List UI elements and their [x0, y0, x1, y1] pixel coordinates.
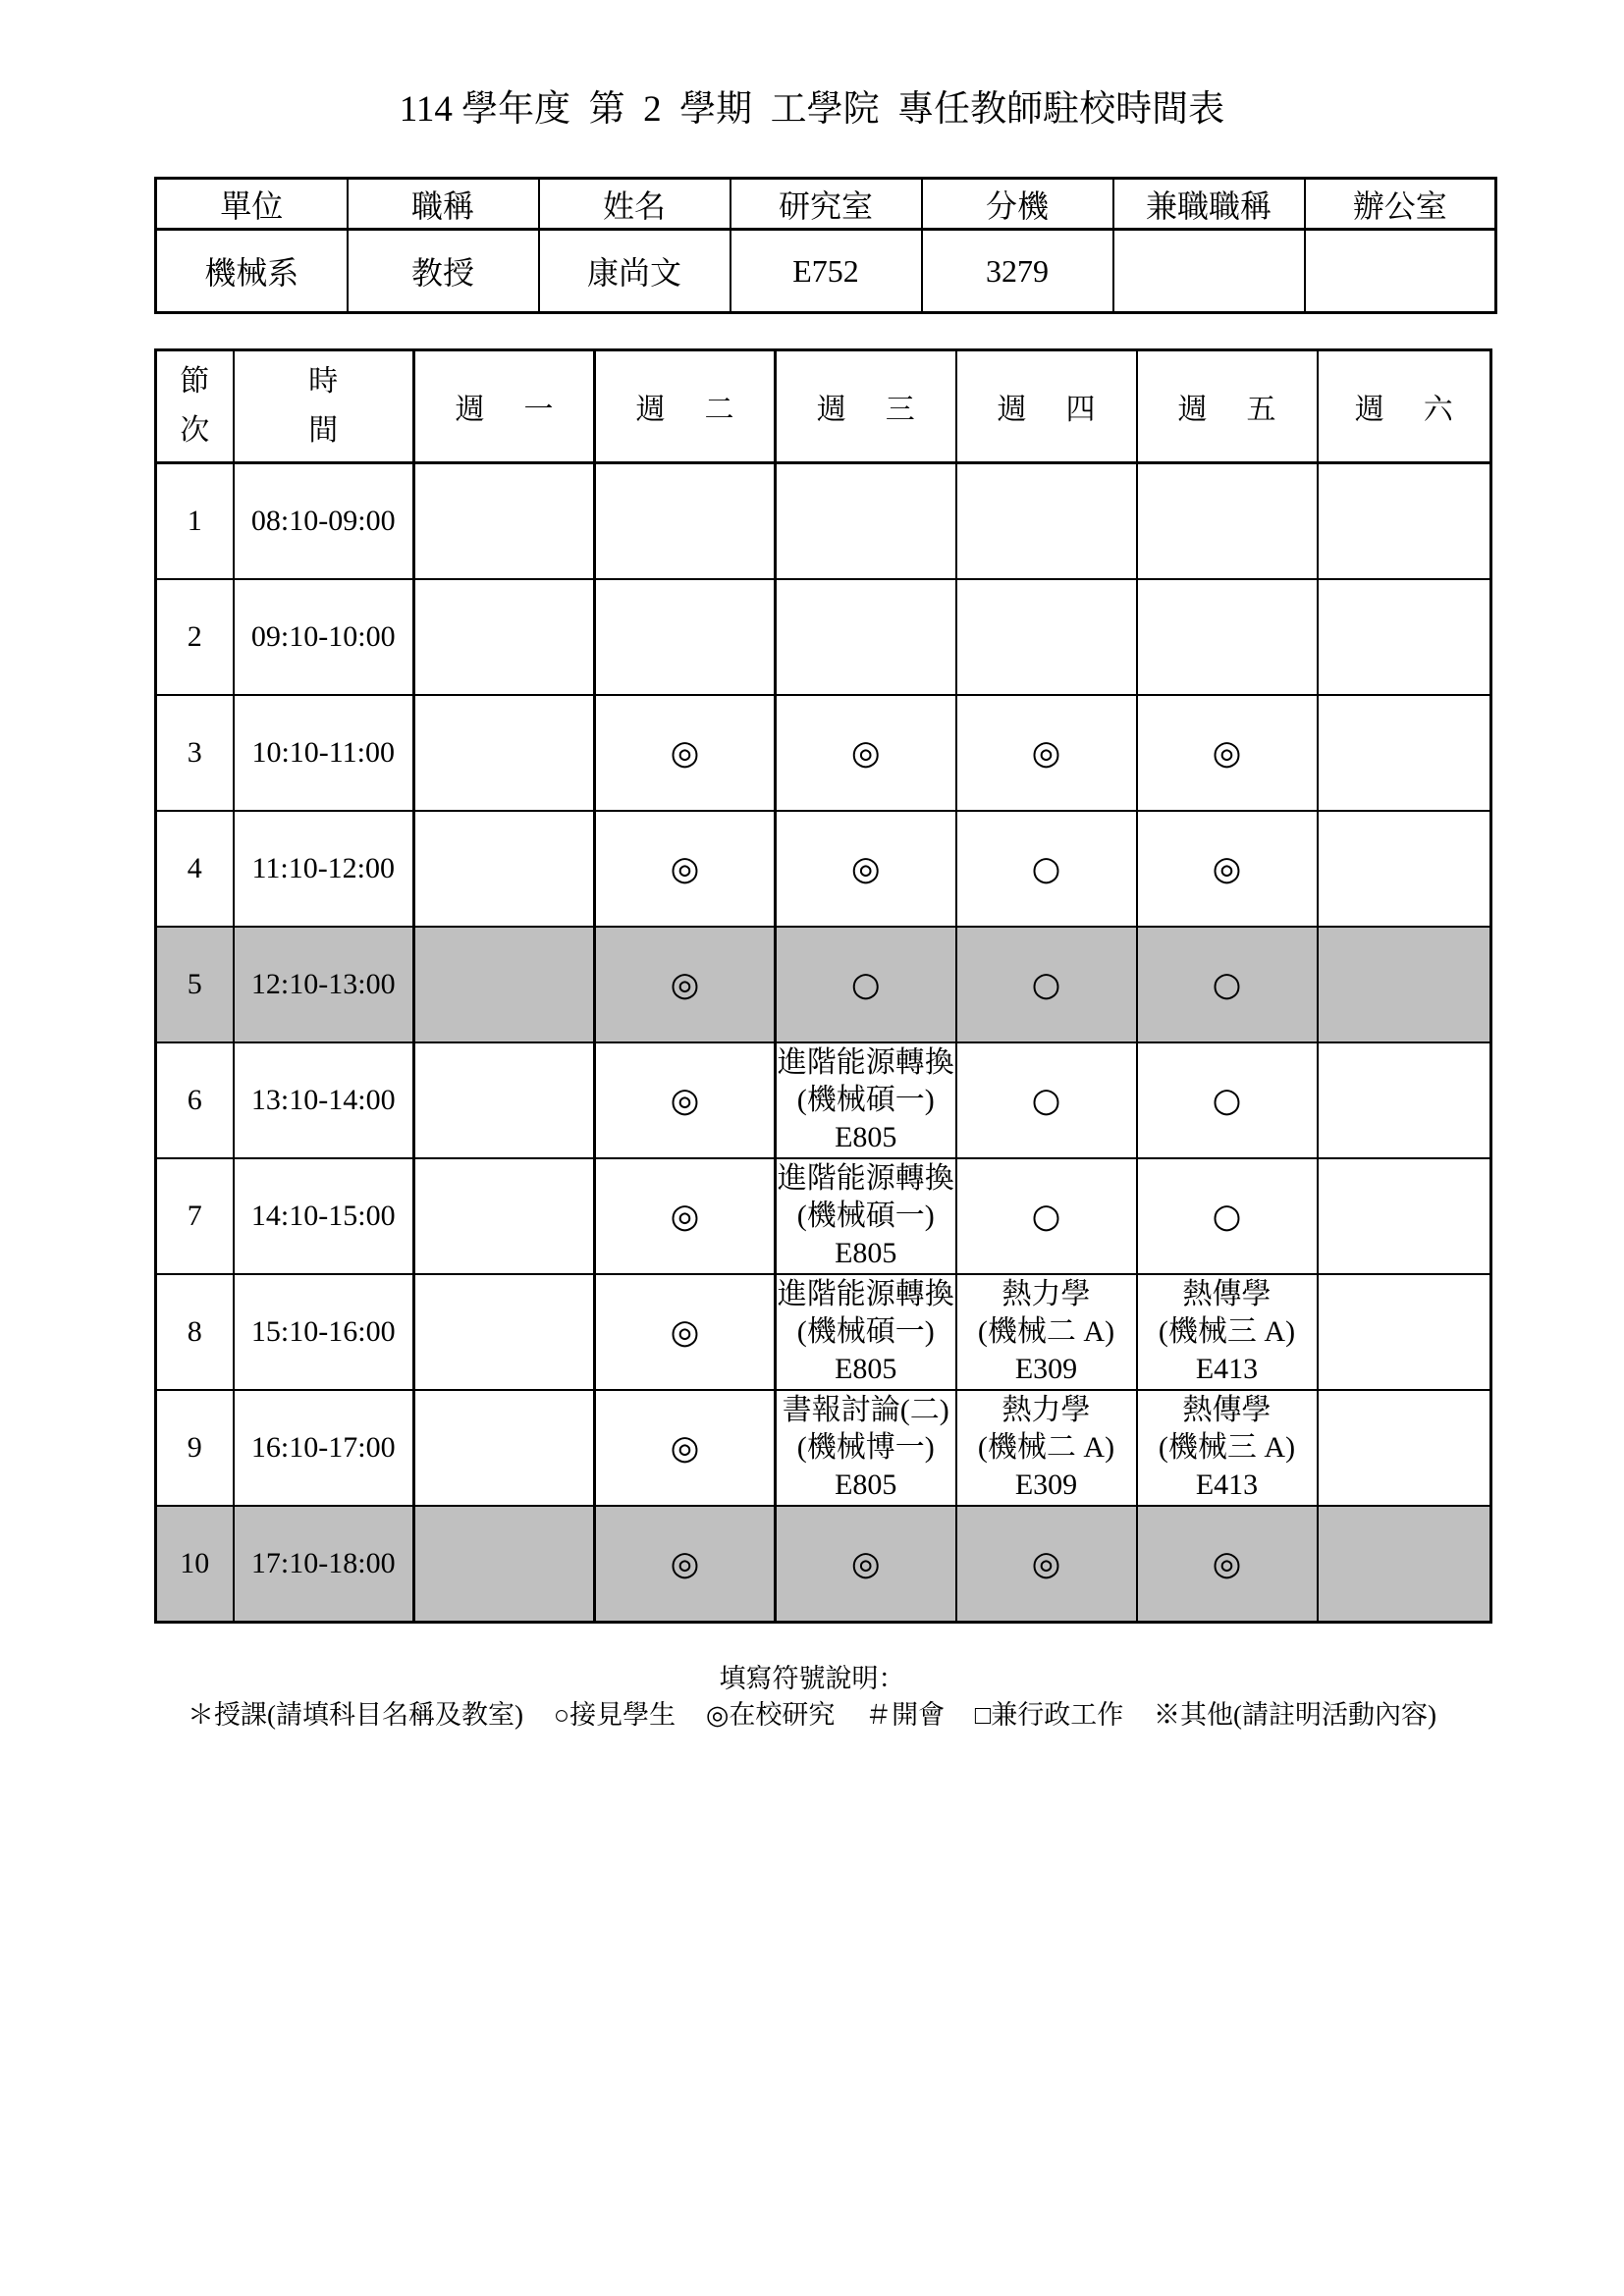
schedule-row — [156, 579, 1491, 695]
period-number: 8 — [156, 1274, 234, 1390]
schedule-cell-wed — [776, 1390, 956, 1506]
schedule-row — [156, 1274, 1491, 1390]
schedule-cell-sat — [1318, 1506, 1491, 1623]
research-symbol-icon: ◎ — [670, 733, 700, 773]
schedule-cell-mon — [414, 1158, 595, 1274]
period-number: 7 — [156, 1158, 234, 1274]
day-prefix: 週 — [1177, 394, 1208, 426]
schedule-cell-tue — [595, 811, 776, 927]
info-header-extension: 分機 — [922, 179, 1113, 230]
schedule-cell-tue — [595, 463, 776, 580]
info-value-rank: 教授 — [348, 230, 539, 313]
schedule-row — [156, 1042, 1491, 1158]
schedule-cell-wed — [776, 579, 956, 695]
header-day-wed — [776, 350, 956, 463]
research-symbol-icon: ◎ — [670, 849, 700, 888]
legend-item-research: ◎在校研究 — [705, 1700, 836, 1730]
schedule-cell-thu — [956, 1390, 1137, 1506]
info-value-extension: 3279 — [922, 230, 1113, 313]
period-time: 11:10-12:00 — [234, 811, 414, 927]
schedule-cell-wed — [776, 1042, 956, 1158]
research-symbol-icon: ◎ — [670, 1081, 700, 1120]
schedule-cell-fri — [1137, 927, 1318, 1042]
course-class: (機械碩一) — [796, 1200, 935, 1232]
period-number: 1 — [156, 463, 234, 580]
header-time-line2: 間 — [308, 414, 339, 447]
course-name: 熱傳學 — [1182, 1278, 1272, 1310]
schedule-cell-sat — [1318, 1158, 1491, 1274]
research-symbol-icon: ◎ — [1031, 733, 1061, 773]
schedule-cell-thu — [956, 1158, 1137, 1274]
schedule-cell-wed — [776, 463, 956, 580]
schedule-cell-sat — [1318, 463, 1491, 580]
schedule-header-row — [156, 350, 1491, 463]
period-number: 9 — [156, 1390, 234, 1506]
schedule-cell-sat — [1318, 1274, 1491, 1390]
schedule-cell-thu — [956, 811, 1137, 927]
schedule-cell-fri — [1137, 1158, 1318, 1274]
period-time: 09:10-10:00 — [234, 579, 414, 695]
schedule-row — [156, 811, 1491, 927]
meet-students-symbol-icon: ○ — [1212, 965, 1242, 1004]
research-symbol-icon: ◎ — [1212, 849, 1242, 888]
legend — [0, 1693, 1624, 1732]
research-symbol-icon: ◎ — [850, 733, 881, 773]
day-label: 三 — [885, 394, 915, 426]
research-symbol-icon: ◎ — [850, 849, 881, 888]
schedule-cell-tue — [595, 1274, 776, 1390]
course-class: (機械博一) — [796, 1431, 935, 1464]
info-value-concurrent-title — [1113, 230, 1305, 313]
legend-item-admin: □兼行政工作 — [974, 1700, 1124, 1730]
schedule-body — [156, 463, 1491, 1623]
period-time: 08:10-09:00 — [234, 463, 414, 580]
period-time: 15:10-16:00 — [234, 1274, 414, 1390]
legend-item-meeting: ＃開會 — [865, 1700, 946, 1730]
research-symbol-icon: ◎ — [1212, 1544, 1242, 1583]
schedule-cell-wed — [776, 1506, 956, 1623]
schedule-cell-fri — [1137, 1390, 1318, 1506]
course-name: 熱傳學 — [1182, 1394, 1272, 1426]
research-symbol-icon: ◎ — [670, 1312, 700, 1352]
schedule-cell-wed — [776, 695, 956, 811]
meet-students-symbol-icon: ○ — [1212, 1081, 1242, 1120]
schedule-cell-mon — [414, 1274, 595, 1390]
course-room: E805 — [835, 1468, 897, 1501]
course-room: E309 — [1014, 1353, 1078, 1385]
schedule-cell-mon — [414, 1390, 595, 1506]
header-period-line1: 節 — [180, 365, 210, 398]
header-period — [156, 350, 234, 463]
schedule-cell-mon — [414, 1506, 595, 1623]
meet-students-symbol-icon: ○ — [1212, 1197, 1242, 1236]
legend-title: 填寫符號說明： — [719, 1664, 905, 1693]
schedule-cell-sat — [1318, 811, 1491, 927]
info-header-lab: 研究室 — [731, 179, 922, 230]
course-class: (機械三 A) — [1158, 1431, 1296, 1464]
schedule-cell-wed — [776, 1158, 956, 1274]
course-class: (機械二 A) — [977, 1315, 1115, 1348]
schedule-cell-tue — [595, 1506, 776, 1623]
course-name: 書報討論(二) — [782, 1394, 949, 1426]
info-value-office — [1305, 230, 1496, 313]
period-time: 16:10-17:00 — [234, 1390, 414, 1506]
schedule-cell-wed — [776, 1274, 956, 1390]
schedule-cell-mon — [414, 927, 595, 1042]
course-class: (機械碩一) — [796, 1315, 935, 1348]
course-name: 進階能源轉換 — [777, 1278, 954, 1310]
schedule-cell-wed — [776, 927, 956, 1042]
day-label: 四 — [1065, 394, 1096, 426]
course-room: E805 — [835, 1353, 897, 1385]
schedule-row — [156, 463, 1491, 580]
day-prefix: 週 — [997, 394, 1027, 426]
course-name: 進階能源轉換 — [777, 1162, 954, 1195]
course-name: 進階能源轉換 — [777, 1046, 954, 1079]
schedule-cell-sat — [1318, 1042, 1491, 1158]
header-day-thu — [956, 350, 1137, 463]
schedule-cell-fri — [1137, 695, 1318, 811]
legend-item-teaching: ＊授課(請填科目名稱及教室) — [188, 1700, 524, 1730]
day-label: 一 — [523, 394, 554, 426]
schedule-cell-mon — [414, 695, 595, 811]
course-room: E413 — [1195, 1353, 1259, 1385]
course-name: 熱力學 — [1001, 1394, 1091, 1426]
info-header-name: 姓名 — [539, 179, 731, 230]
header-time — [234, 350, 414, 463]
schedule-cell-thu — [956, 1506, 1137, 1623]
info-value-row — [156, 230, 1496, 313]
schedule-cell-sat — [1318, 695, 1491, 811]
meet-students-symbol-icon: ○ — [1031, 1081, 1061, 1120]
schedule-cell-tue — [595, 1042, 776, 1158]
schedule-cell-thu — [956, 1274, 1137, 1390]
period-time: 13:10-14:00 — [234, 1042, 414, 1158]
period-number: 4 — [156, 811, 234, 927]
info-value-name: 康尚文 — [539, 230, 731, 313]
schedule-row — [156, 1506, 1491, 1623]
schedule-cell-thu — [956, 927, 1137, 1042]
info-header-concurrent-title: 兼職職稱 — [1113, 179, 1305, 230]
info-header-row — [156, 179, 1496, 230]
schedule-cell-fri — [1137, 463, 1318, 580]
header-day-mon — [414, 350, 595, 463]
schedule-cell-fri — [1137, 1274, 1318, 1390]
schedule-cell-sat — [1318, 927, 1491, 1042]
schedule-cell-sat — [1318, 579, 1491, 695]
day-prefix: 週 — [1354, 394, 1384, 426]
schedule-cell-wed — [776, 811, 956, 927]
schedule-cell-mon — [414, 579, 595, 695]
period-time: 14:10-15:00 — [234, 1158, 414, 1274]
schedule-cell-thu — [956, 695, 1137, 811]
schedule-cell-fri — [1137, 1506, 1318, 1623]
schedule-cell-mon — [414, 463, 595, 580]
period-number: 2 — [156, 579, 234, 695]
schedule-row — [156, 1158, 1491, 1274]
course-room: E805 — [835, 1121, 897, 1153]
day-label: 二 — [704, 394, 734, 426]
schedule-cell-fri — [1137, 811, 1318, 927]
course-room: E413 — [1195, 1468, 1259, 1501]
page-title: 114 學年度 第 2 學期 工學院 專任教師駐校時間表 — [399, 89, 1225, 130]
period-number: 3 — [156, 695, 234, 811]
schedule-cell-thu — [956, 463, 1137, 580]
course-room: E309 — [1014, 1468, 1078, 1501]
schedule-cell-tue — [595, 1390, 776, 1506]
info-header-office: 辦公室 — [1305, 179, 1496, 230]
header-day-tue — [595, 350, 776, 463]
course-room: E805 — [835, 1237, 897, 1269]
schedule-cell-tue — [595, 695, 776, 811]
schedule-row — [156, 695, 1491, 811]
teacher-info-table — [154, 177, 1497, 314]
period-time: 10:10-11:00 — [234, 695, 414, 811]
header-period-line2: 次 — [180, 414, 210, 447]
research-symbol-icon: ◎ — [670, 1428, 700, 1468]
info-value-lab: E752 — [731, 230, 922, 313]
research-symbol-icon: ◎ — [670, 1197, 700, 1236]
course-class: (機械碩一) — [796, 1084, 935, 1116]
schedule-table — [154, 348, 1492, 1624]
day-prefix: 週 — [455, 394, 485, 426]
course-class: (機械二 A) — [977, 1431, 1115, 1464]
period-number: 10 — [156, 1506, 234, 1623]
meet-students-symbol-icon: ○ — [1031, 965, 1061, 1004]
meet-students-symbol-icon: ○ — [1031, 849, 1061, 888]
schedule-cell-tue — [595, 927, 776, 1042]
schedule-row — [156, 927, 1491, 1042]
schedule-cell-sat — [1318, 1390, 1491, 1506]
schedule-cell-fri — [1137, 579, 1318, 695]
research-symbol-icon: ◎ — [850, 1544, 881, 1583]
course-name: 熱力學 — [1001, 1278, 1091, 1310]
meet-students-symbol-icon: ○ — [850, 965, 881, 1004]
schedule-cell-fri — [1137, 1042, 1318, 1158]
legend-item-meet-students: ○接見學生 — [553, 1700, 677, 1730]
day-prefix: 週 — [816, 394, 846, 426]
header-day-fri — [1137, 350, 1318, 463]
info-header-rank: 職稱 — [348, 179, 539, 230]
info-header-unit: 單位 — [156, 179, 348, 230]
course-class: (機械三 A) — [1158, 1315, 1296, 1348]
schedule-cell-mon — [414, 811, 595, 927]
research-symbol-icon: ◎ — [670, 965, 700, 1004]
schedule-cell-mon — [414, 1042, 595, 1158]
research-symbol-icon: ◎ — [1212, 733, 1242, 773]
period-number: 6 — [156, 1042, 234, 1158]
research-symbol-icon: ◎ — [1031, 1544, 1061, 1583]
schedule-cell-tue — [595, 579, 776, 695]
meet-students-symbol-icon: ○ — [1031, 1197, 1061, 1236]
schedule-cell-thu — [956, 579, 1137, 695]
period-number: 5 — [156, 927, 234, 1042]
period-time: 17:10-18:00 — [234, 1506, 414, 1623]
header-time-line1: 時 — [308, 365, 339, 398]
day-label: 六 — [1423, 394, 1453, 426]
research-symbol-icon: ◎ — [670, 1544, 700, 1583]
schedule-cell-thu — [956, 1042, 1137, 1158]
period-time: 12:10-13:00 — [234, 927, 414, 1042]
legend-item-other: ※其他(請註明活動內容) — [1153, 1700, 1436, 1730]
schedule-row — [156, 1390, 1491, 1506]
schedule-cell-tue — [595, 1158, 776, 1274]
info-value-unit: 機械系 — [156, 230, 348, 313]
header-day-sat — [1318, 350, 1491, 463]
day-prefix: 週 — [635, 394, 666, 426]
day-label: 五 — [1246, 394, 1276, 426]
